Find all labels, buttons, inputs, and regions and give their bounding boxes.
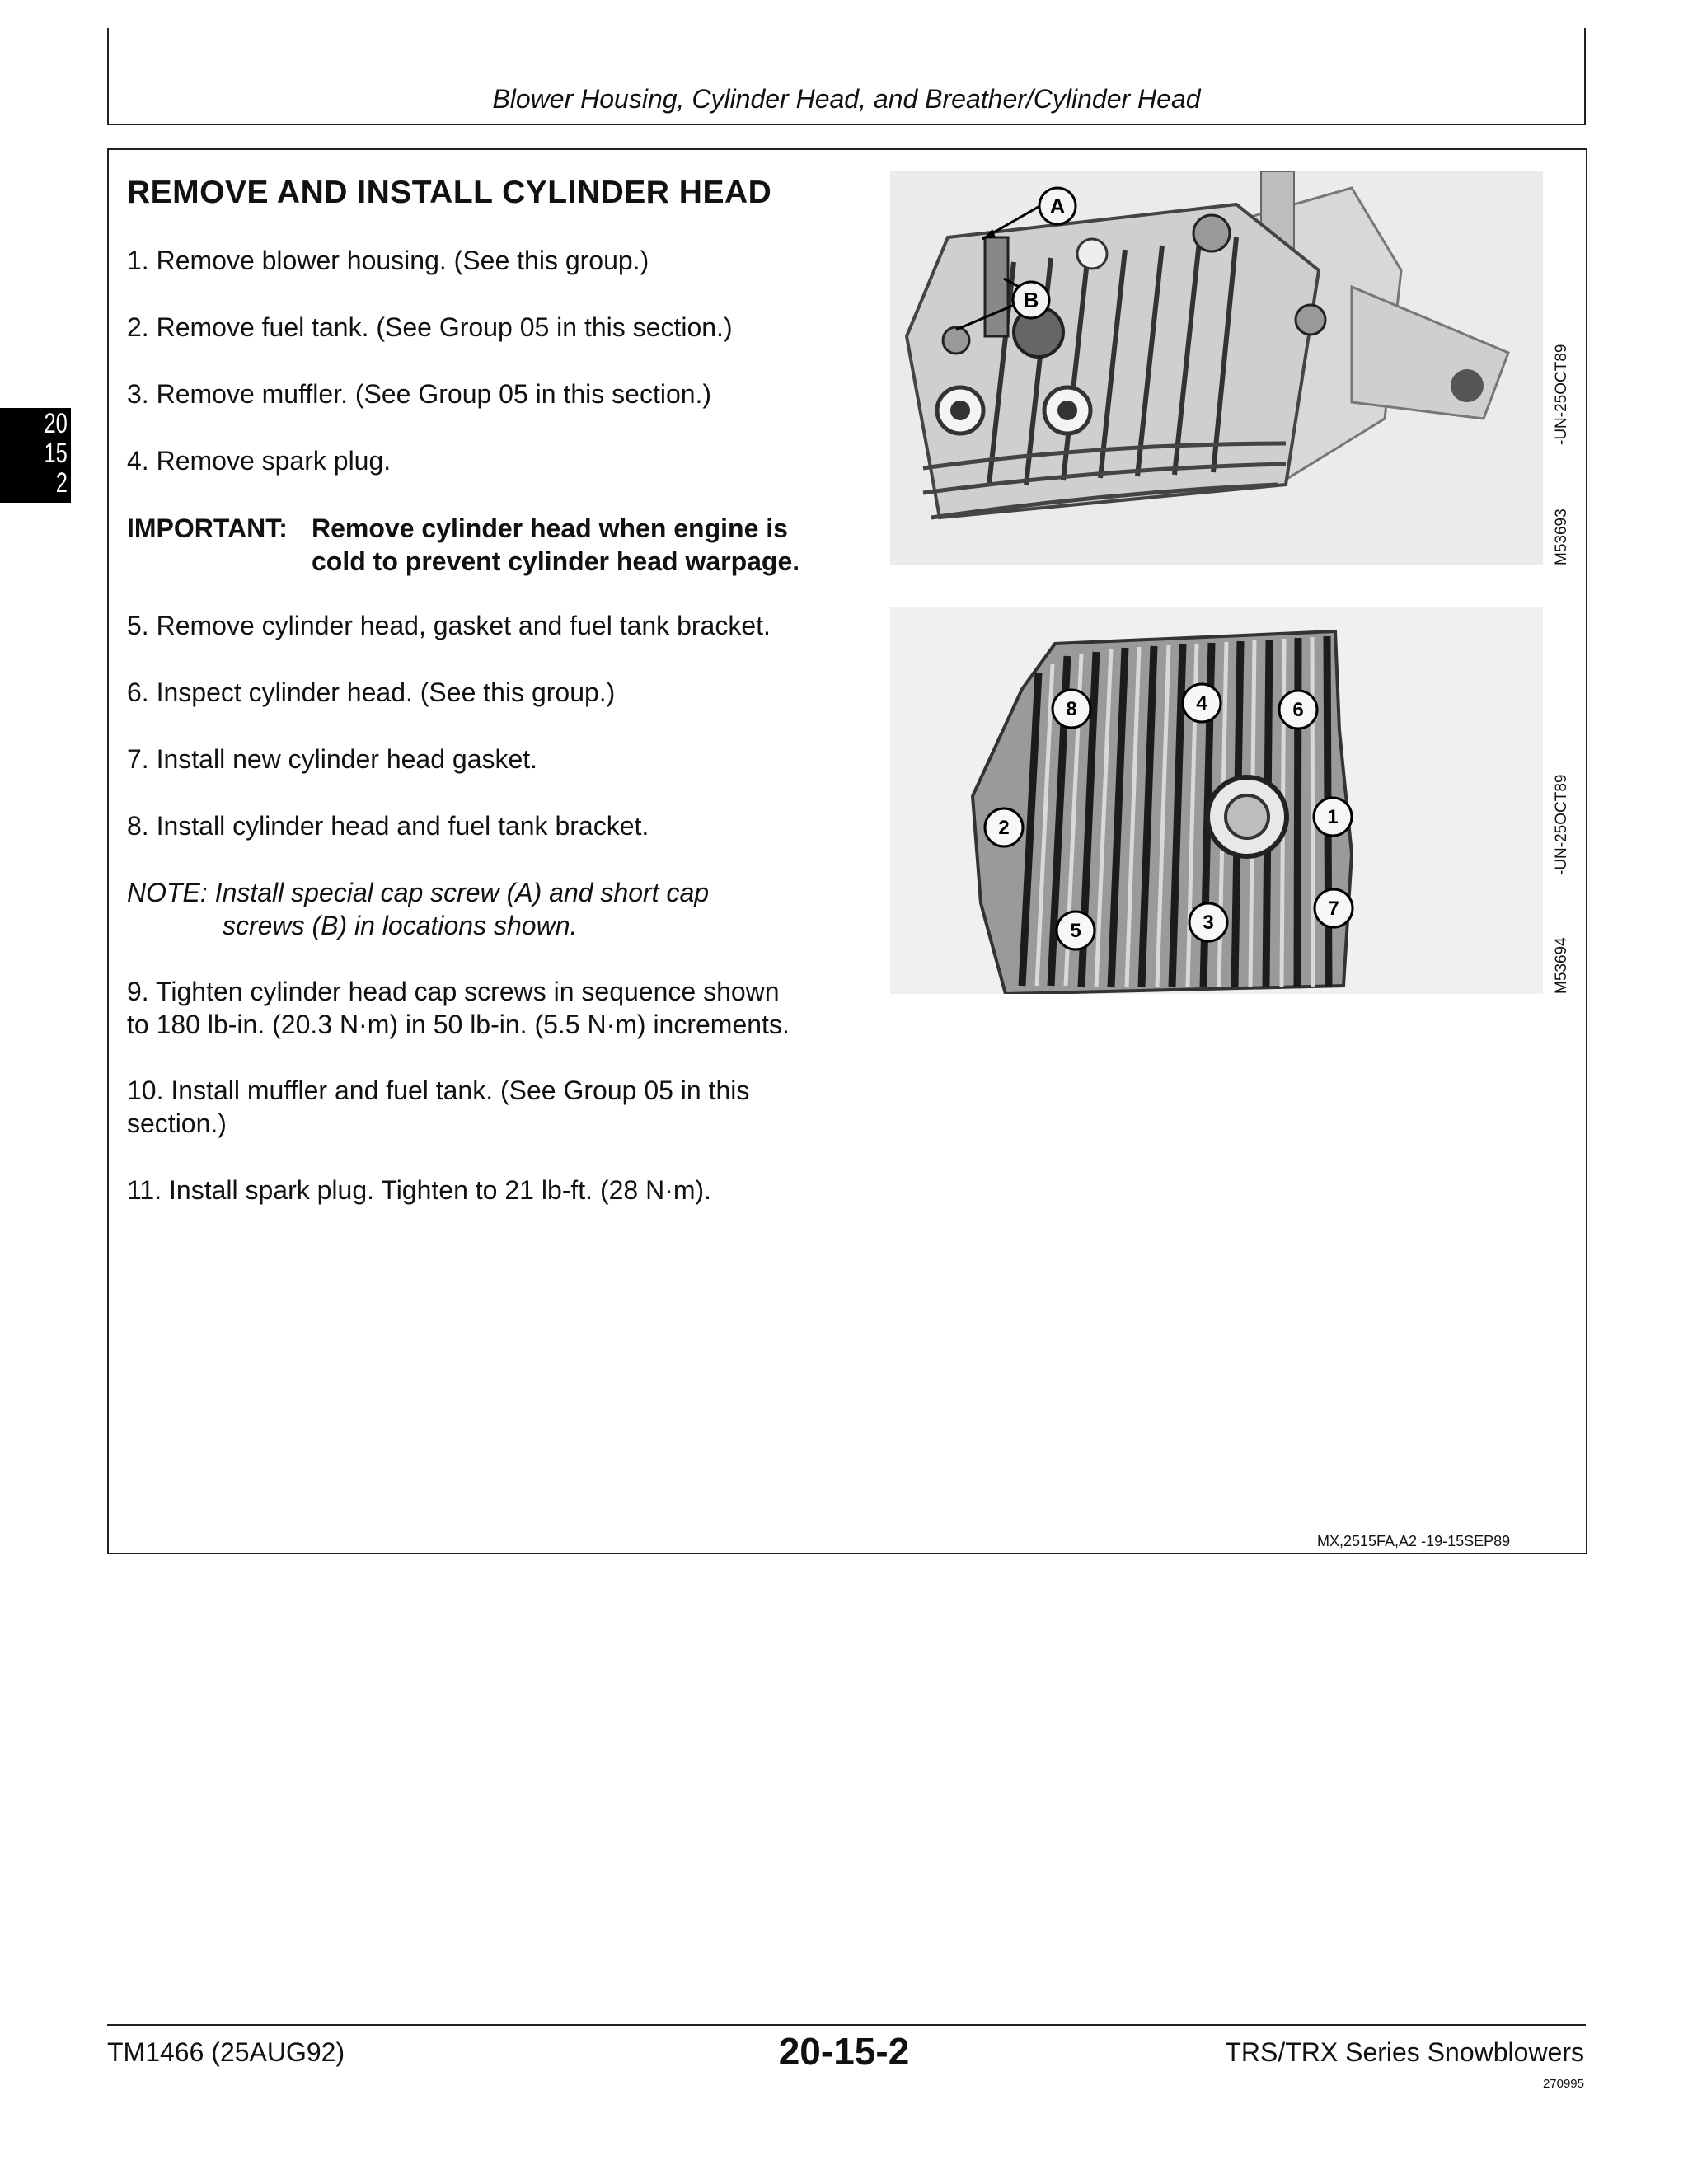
figure-cylinder-head-installed: [890, 171, 1543, 565]
tab-page-number: 2: [55, 467, 68, 499]
section-title: REMOVE AND INSTALL CYLINDER HEAD: [127, 175, 772, 210]
cylinder-head-photo: [890, 171, 1543, 565]
step-4: 4. Remove spark plug.: [127, 446, 392, 476]
step-9: [127, 975, 869, 1041]
svg-text:A: A: [1049, 194, 1066, 218]
note-line-1: NOTE: Install special cap screw (A) and short cap: [127, 878, 710, 907]
important-label: IMPORTANT:: [127, 513, 288, 543]
tab-section-number: 20: [44, 408, 68, 439]
step-3: 3. Remove muffler. (See Group 05 in this section.): [127, 379, 712, 409]
note-line-2: screws (B) in locations shown.: [223, 911, 578, 940]
note-block: [127, 876, 709, 942]
step-5: 5. Remove cylinder head, gasket and fuel tank bracket.: [127, 611, 771, 640]
step-10-line-2: section.): [127, 1108, 227, 1138]
sequence-callout-7: [1315, 889, 1353, 927]
figure-1-date-label: -UN-25OCT89: [1553, 344, 1570, 445]
svg-text:4: 4: [1196, 692, 1207, 715]
sequence-callout-4: [1183, 684, 1221, 722]
step-7: 7. Install new cylinder head gasket.: [127, 744, 538, 774]
svg-text:5: 5: [1070, 920, 1081, 942]
svg-text:8: 8: [1066, 698, 1077, 720]
footer-product-title: TRS/TRX Series Snowblowers: [1225, 2037, 1584, 2067]
svg-text:6: 6: [1292, 699, 1304, 721]
step-8: 8. Install cylinder head and fuel tank bracket.: [127, 811, 649, 841]
step-11: 11. Install spark plug. Tighten to 21 lb-ft. (28 N·m).: [127, 1175, 712, 1205]
figure-1-id-label: M53693: [1553, 509, 1570, 565]
step-10-line-1: 10. Install muffler and fuel tank. (See Group 05 in this: [127, 1076, 750, 1105]
header-rule-bottom: [107, 124, 1586, 125]
sequence-callout-6: [1279, 691, 1317, 729]
sequence-callout-1: [1314, 798, 1352, 836]
step-6: 6. Inspect cylinder head. (See this group.): [127, 677, 616, 707]
footer-code: 270995: [1542, 2077, 1584, 2091]
section-tab: [0, 408, 71, 503]
sequence-callout-3: [1189, 903, 1227, 941]
figure-2-date-label: -UN-25OCT89: [1553, 774, 1570, 875]
figure-2-id-label: M53694: [1553, 937, 1570, 994]
step-2: 2. Remove fuel tank. (See Group 05 in this section.): [127, 312, 733, 342]
step-9-line-1: 9. Tighten cylinder head cap screws in sequence shown: [127, 977, 780, 1006]
svg-text:3: 3: [1203, 912, 1214, 934]
step-9-line-2: to 180 lb-in. (20.3 N·m) in 50 lb-in. (5.5 N·m) increments.: [127, 1010, 790, 1039]
figure-tightening-sequence: [890, 607, 1543, 994]
svg-text:7: 7: [1328, 898, 1339, 920]
sequence-callout-8: [1053, 690, 1090, 728]
footer-page-number: 20-15-2: [778, 2030, 910, 2073]
svg-text:B: B: [1023, 288, 1039, 312]
callout-b: [1013, 282, 1049, 318]
callout-a: [1039, 188, 1076, 224]
document-code: MX,2515FA,A2 -19-15SEP89: [1317, 1533, 1511, 1549]
important-line-2: cold to prevent cylinder head warpage.: [312, 546, 800, 576]
tab-group-number: 15: [44, 438, 68, 469]
running-header: Blower Housing, Cylinder Head, and Breather/Cylinder Head: [492, 84, 1201, 114]
important-block: [127, 512, 799, 578]
svg-text:2: 2: [998, 817, 1010, 839]
sequence-callout-2: [985, 808, 1023, 846]
footer-rule: [107, 2024, 1586, 2026]
sequence-callout-5: [1057, 912, 1095, 949]
step-10: [127, 1074, 869, 1140]
footer-manual-id: TM1466 (25AUG92): [107, 2037, 345, 2067]
svg-text:1: 1: [1327, 806, 1339, 828]
important-line-1: Remove cylinder head when engine is: [312, 513, 788, 543]
tightening-sequence-photo: [890, 607, 1543, 994]
step-1: 1. Remove blower housing. (See this group.): [127, 246, 649, 275]
